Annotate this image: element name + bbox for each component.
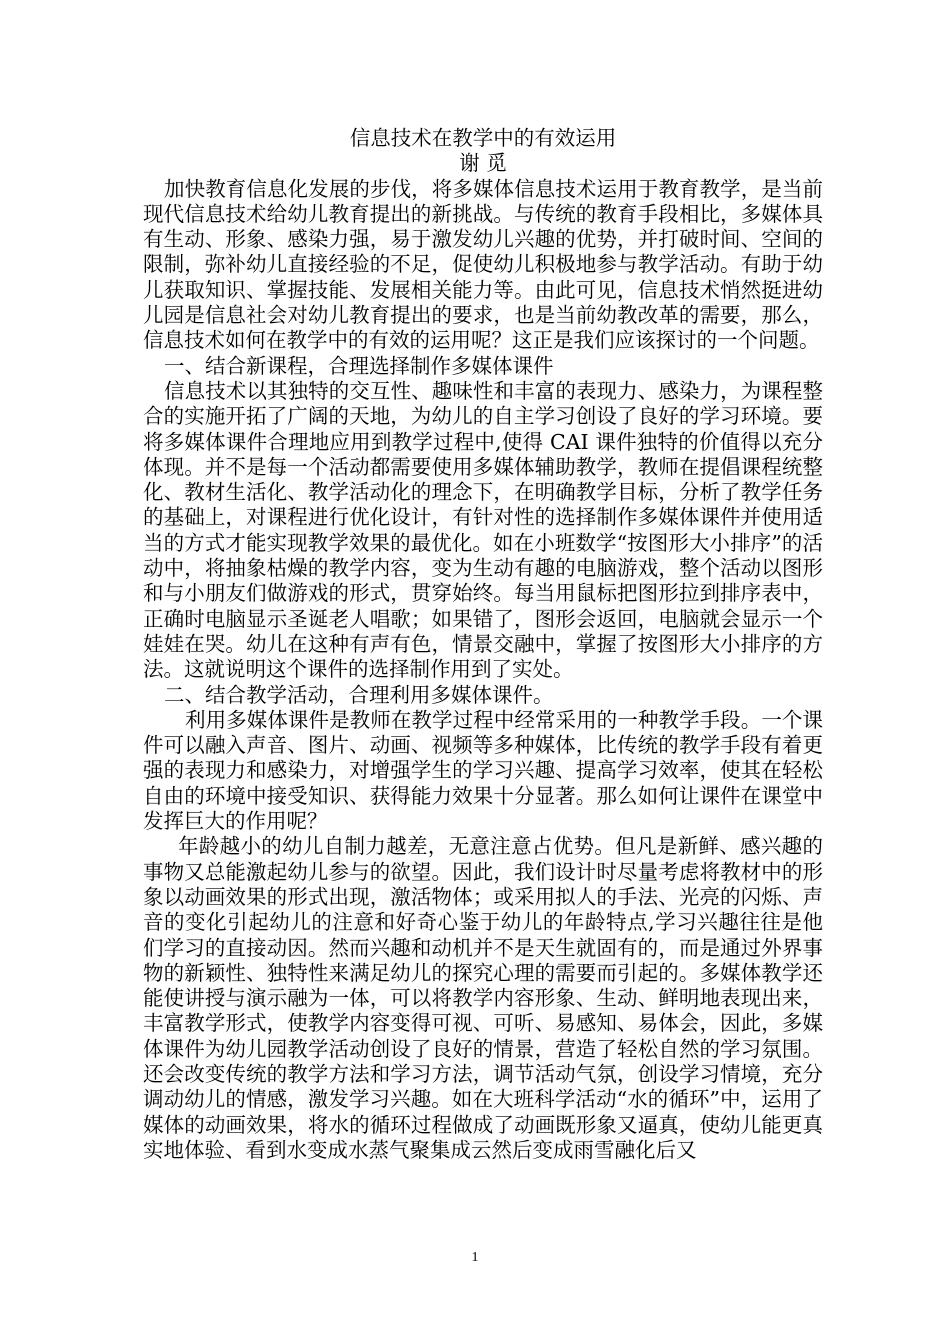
paragraph-section-1: 信息技术以其独特的交互性、趣味性和丰富的表现力、感染力，为课程整合的实施开拓了广阔的天地，为幼儿的自主学习创设了良好的学习环境。要将多媒体课件合理地应用到教学过程中,使得 CAI 课件独特的价值得以充分体现。并不是每一个活动都需要使用多媒体辅助教学，教师在提倡课程统整化、教材生活化、教学活动化的理念下，在明确教学目标，分析了教学任务的基础上，对课程进行优化设计，有针对性的选择制作多媒体课件并使用适当的方式才能实现教学效果的最优化。如在小班数学“按图形大小排序”的活动中，将抽象枯燥的教学内容，变为生动有趣的电脑游戏，整个活动以图形和与小朋友们做游戏的形式，贯穿始终。每当用鼠标把图形拉到排序表中，正确时电脑显示圣诞老人唱歌；如果错了，图形会返回，电脑就会显示一个娃娃在哭。幼儿在这种有声有色，情景交融中，掌握了按图形大小排序的方法。这就说明这个课件的选择制作用到了实处。 <box>143 378 823 682</box>
paragraph-intro: 加快教育信息化发展的步伐，将多媒体信息技术运用于教育教学，是当前现代信息技术给幼儿教育提出的新挑战。与传统的教育手段相比，多媒体具有生动、形象、感染力强，易于激发幼儿兴趣的优势，并打破时间、空间的限制，弥补幼儿直接经验的不足，促使幼儿积极地参与教学活动。有助于幼儿获取知识、掌握技能、发展相关能力等。由此可见，信息技术悄然挺进幼儿园是信息社会对幼儿教育提出的要求，也是当前幼教改革的需要，那么，信息技术如何在教学中的有效的运用呢？这正是我们应该探讨的一个问题。 <box>143 176 823 353</box>
paragraph-section-2-b: 年龄越小的幼儿自制力越差，无意注意占优势。但凡是新鲜、感兴趣的事物又总能激起幼儿参与的欲望。因此，我们设计时尽量考虑将教材中的形象以动画效果的形式出现，激活物体；或采用拟人的手法、光亮的闪烁、声音的变化引起幼儿的注意和好奇心鉴于幼儿的年龄特点,学习兴趣往往是他们学习的直接动因。然而兴趣和动机并不是天生就固有的，而是通过外界事物的新颖性、独特性来满足幼儿的探究心理的需要而引起的。多媒体教学还能使讲授与演示融为一体，可以将教学内容形象、生动、鲜明地表现出来，丰富教学形式，使教学内容变得可视、可听、易感知、易体会，因此，多媒体课件为幼儿园教学活动创设了良好的情景，营造了轻松自然的学习氛围。还会改变传统的教学方法和学习方法，调节活动气氛，创设学习情境，充分调动幼儿的情感，激发学习兴趣。如在大班科学活动“水的循环”中，运用了媒体的动画效果，将水的循环过程做成了动画既形象又逼真，使幼儿能更真实地体验、看到水变成水蒸气聚集成云然后变成雨雪融化后又 <box>143 834 823 1162</box>
document-author: 谢 觅 <box>459 151 507 176</box>
paragraph-section-2-a: 利用多媒体课件是教师在教学过程中经常采用的一种教学手段。一个课件可以融入声音、图片、动画、视频等多种媒体，比传统的教学手段有着更强的表现力和感染力，对增强学生的学习兴趣、提高学习效率，使其在轻松自由的环境中接受知识、获得能力效果十分显著。那么如何让课件在课堂中发挥巨大的作用呢？ <box>143 707 823 834</box>
section-heading-2: 二、结合教学活动，合理利用多媒体课件。 <box>164 682 554 707</box>
section-heading-1: 一、结合新课程，合理选择制作多媒体课件 <box>164 353 554 378</box>
document-title: 信息技术在教学中的有效运用 <box>349 126 617 150</box>
page-number: 1 <box>471 1250 479 1265</box>
document-body <box>143 120 823 1163</box>
